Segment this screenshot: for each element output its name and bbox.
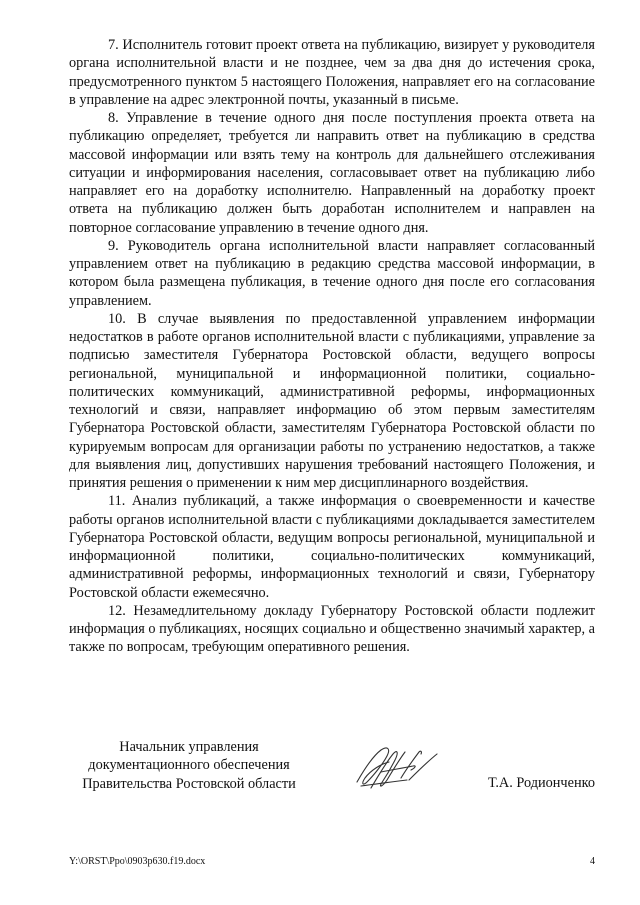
- paragraph-8: 8. Управление в течение одного дня после поступления проекта ответа на публикацию определяет, требуется ли направить ответ на публикацию в средства массовой информации или взять тему на контроль для дальнейшего отслеживания ситуации и информирования населения, согласовывает ответ на публикацию либо направляет его на доработку исполнителю. Направленный на доработку проект ответа на публикацию должен быть доработан исполнителем и направлен на повторное согласование управлению в течение одного дня.: [69, 110, 595, 236]
- signatory-position-line: документационного обеспечения: [88, 757, 290, 774]
- signatory-name: Т.А. Родионченко: [488, 775, 595, 791]
- signatory-position: [69, 738, 309, 793]
- signatory-position-line: Правительства Ростовской области: [82, 775, 296, 792]
- paragraph-7: 7. Исполнитель готовит проект ответа на публикацию, визирует у руководителя органа исполнительной власти и не позднее, чем за два дня до истечения срока, предусмотренного пунктом 5 настоящего Положения, направляет его на согласование в управление на адрес электронной почты, указанный в письме.: [69, 37, 595, 108]
- paragraph-10: 10. В случае выявления по предоставленной управлением информации недостатков в работе органов исполнительной власти с публикациями, управление за подписью заместителя Губернатора Ростовской области, ведущего вопросы региональной, муниципальной и информационной политики, социально-политических коммуникаций, административной реформы, информационных технологий и связи, направляет информацию об этом первым заместителям Губернатора Ростовской области, заместителям Губернатора Ростовской области по курируемым вопросам для организации работы по устранению недостатков, а также для выявления лиц, допустивших нарушения требований настоящего Положения, и принятия решения о применении к ним мер дисциплинарного воздействия.: [69, 310, 595, 491]
- paragraph-9: 9. Руководитель органа исполнительной власти направляет согласованный управлением ответ на публикацию в редакцию средства массовой информации, в котором была размещена публикация, в течение одного дня после его согласования управлением.: [69, 237, 595, 309]
- signatory-position-line: Начальник управления: [119, 739, 259, 755]
- paragraph-12: 12. Незамедлительному докладу Губернатору Ростовской области подлежит информация о публикациях, носящих социально и общественно значимый характер, а также по вопросам, требующим оперативного решения.: [69, 602, 596, 656]
- handwritten-signature: [351, 738, 441, 796]
- footer-file-path: Y:\ORST\Ppo\0903p630.f19.docx: [69, 856, 206, 867]
- document-body: [69, 36, 595, 657]
- page-number: 4: [590, 856, 595, 867]
- signature-block: [69, 738, 595, 798]
- paragraph-11: 11. Анализ публикаций, а также информация о своевременности и качестве работы органов исполнительной власти с публикациями докладывается заместителем Губернатора Ростовской области, ведущим вопросы региональной, муниципальной и информационной политики, социально-политических коммуникаций, административной реформы, информационных технологий и связи, Губернатору Ростовской области ежемесячно.: [69, 493, 595, 601]
